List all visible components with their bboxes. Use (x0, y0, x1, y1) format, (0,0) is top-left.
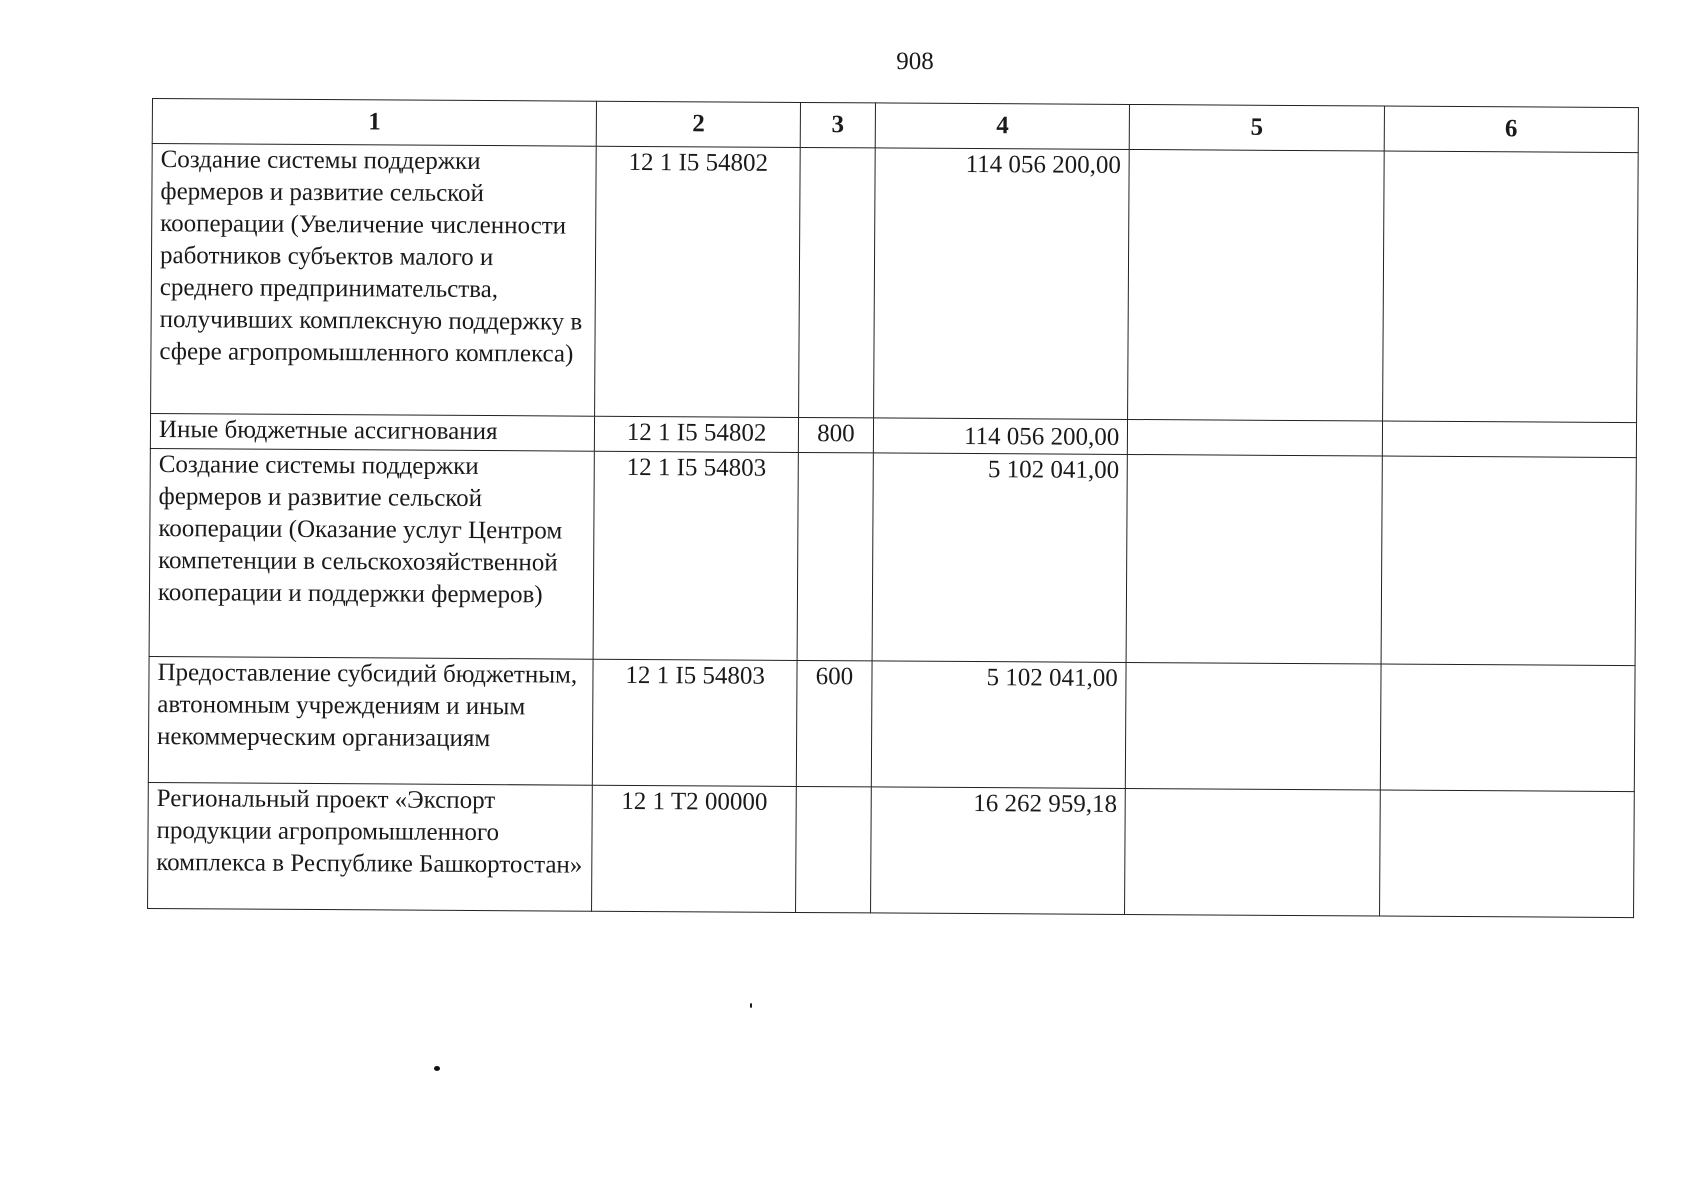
table-row (148, 782, 1635, 917)
row-col5 (1128, 149, 1384, 421)
row-col5 (1128, 419, 1383, 456)
row-name: Региональный проект «Экспорт продукции агропромышленного комплекса в Республике Башкортостан» (148, 782, 593, 911)
row-expense-type (797, 452, 873, 660)
table-row (148, 656, 1635, 791)
column-header: 6 (1384, 106, 1639, 153)
column-header: 4 (875, 103, 1130, 150)
row-col5 (1126, 454, 1382, 664)
row-expense-type (798, 147, 875, 417)
table-row (149, 448, 1636, 665)
row-amount: 114 056 200,00 (873, 418, 1128, 455)
row-target-code: 12 1 I5 54803 (594, 451, 799, 660)
row-amount: 5 102 041,00 (871, 661, 1126, 789)
row-expense-type: 800 (798, 417, 873, 452)
row-amount: 5 102 041,00 (872, 453, 1128, 663)
row-col5 (1126, 662, 1381, 790)
row-target-code: 12 1 I5 54802 (595, 146, 800, 417)
column-header: 5 (1130, 104, 1385, 151)
row-expense-type: 600 (796, 660, 872, 786)
table-row (151, 144, 1639, 423)
row-expense-type (795, 786, 871, 912)
column-header: 1 (152, 99, 597, 147)
page-number: 908 (896, 48, 934, 75)
row-col6 (1380, 664, 1635, 792)
row-col6 (1379, 790, 1634, 918)
column-header: 3 (800, 102, 875, 147)
column-header: 2 (597, 101, 801, 147)
row-amount: 16 262 959,18 (871, 787, 1126, 915)
row-name: Иные бюджетные ассигнования (150, 413, 595, 451)
document-sheet (147, 98, 1639, 918)
row-target-code: 12 1 I5 54803 (593, 659, 797, 786)
row-name: Создание системы поддержки фермеров и развитие сельской кооперации (Оказание услуг Центром компетенции в сельскохозяйственной кооперации и поддержки фермеров) (149, 448, 595, 659)
row-col6 (1382, 421, 1637, 458)
row-col6 (1381, 456, 1637, 666)
scan-speck (434, 1066, 440, 1071)
row-target-code: 12 1 I5 54802 (595, 416, 799, 452)
row-target-code: 12 1 T2 00000 (592, 785, 796, 912)
row-amount: 114 056 200,00 (874, 148, 1130, 420)
budget-table (147, 98, 1639, 918)
row-col5 (1125, 788, 1380, 916)
row-col6 (1382, 151, 1638, 423)
scan-speck (750, 1003, 752, 1008)
row-name: Создание системы поддержки фермеров и развитие сельской кооперации (Увеличение численности работников субъектов малого и среднего предпринимательства, получивших комплексную поддержку в сфере агропромышленного комплекса) (151, 144, 597, 417)
row-name: Предоставление субсидий бюджетным, автономным учреждениям и иным некоммерческим организациям (148, 656, 593, 785)
